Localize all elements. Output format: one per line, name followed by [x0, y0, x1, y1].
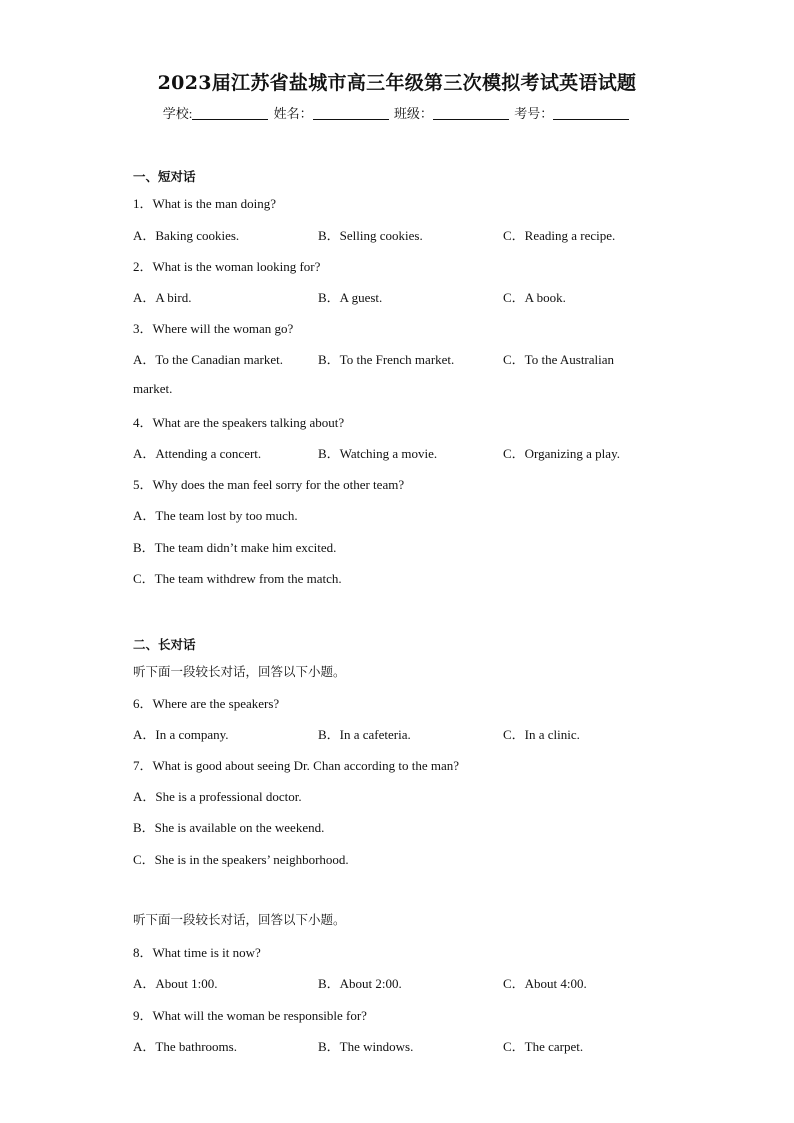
q4-option-c: C．Organizing a play. [503, 446, 620, 461]
page-title: 2023届江苏省盐城市高三年级第三次模拟考试英语试题 [157, 72, 637, 94]
q9-option-c: C．The carpet. [503, 1039, 584, 1054]
q7-option-a: A．She is a professional doctor. [133, 789, 302, 804]
section-heading-short-dialogues: 一、短对话 [133, 169, 196, 184]
question-4: 4．What are the speakers talking about? [133, 415, 345, 430]
school-label: 学校: [162, 106, 193, 121]
q5-option-b: B．The team didn’t make him excited. [133, 540, 337, 555]
q3-option-b: B．To the French market. [318, 352, 455, 367]
q3-option-c-continued: market. [133, 381, 173, 396]
q2-option-c: C．A book. [503, 290, 566, 305]
question-5: 5．Why does the man feel sorry for the other team? [133, 477, 405, 492]
exam-number-label: 考号： [514, 106, 554, 121]
q2-option-b: B．A guest. [318, 290, 383, 305]
section-heading-long-dialogues: 二、长对话 [133, 637, 196, 652]
question-2: 2．What is the woman looking for? [133, 259, 321, 274]
q9-option-b: B．The windows. [318, 1039, 414, 1054]
q8-option-a: A．About 1:00. [133, 976, 218, 991]
q7-option-c: C．She is in the speakers’ neighborhood. [133, 852, 349, 867]
name-blank[interactable] [313, 107, 389, 120]
school-blank[interactable] [192, 107, 268, 120]
q2-option-a: A．A bird. [133, 290, 192, 305]
q8-option-b: B．About 2:00. [318, 976, 402, 991]
question-6: 6．Where are the speakers? [133, 696, 280, 711]
q9-option-a: A．The bathrooms. [133, 1039, 237, 1054]
class-blank[interactable] [433, 107, 509, 120]
exam-number-blank[interactable] [553, 107, 629, 120]
q3-option-a: A．To the Canadian market. [133, 352, 283, 367]
question-9: 9．What will the woman be responsible for? [133, 1008, 367, 1023]
q1-option-c: C．Reading a recipe. [503, 228, 616, 243]
q6-option-b: B．In a cafeteria. [318, 727, 411, 742]
q6-option-a: A．In a company. [133, 727, 229, 742]
name-label: 姓名： [273, 106, 313, 121]
class-label: 班级： [393, 106, 433, 121]
question-3: 3．Where will the woman go? [133, 321, 294, 336]
instruction-1: 听下面一段较长对话，回答以下小题。 [133, 664, 346, 679]
question-7: 7．What is good about seeing Dr. Chan according to the man? [133, 758, 460, 773]
question-1: 1．What is the man doing? [133, 196, 276, 211]
instruction-2: 听下面一段较长对话，回答以下小题。 [133, 912, 346, 927]
question-8: 8．What time is it now? [133, 945, 261, 960]
q4-option-b: B．Watching a movie. [318, 446, 438, 461]
q8-option-c: C．About 4:00. [503, 976, 587, 991]
q1-option-b: B．Selling cookies. [318, 228, 423, 243]
q3-option-c: C．To the Australian [503, 352, 615, 367]
q5-option-c: C．The team withdrew from the match. [133, 571, 342, 586]
q7-option-b: B．She is available on the weekend. [133, 820, 325, 835]
q1-option-a: A．Baking cookies. [133, 228, 240, 243]
q4-option-a: A．Attending a concert. [133, 446, 262, 461]
q6-option-c: C．In a clinic. [503, 727, 580, 742]
q5-option-a: A．The team lost by too much. [133, 508, 298, 523]
student-info-line [0, 103, 794, 122]
